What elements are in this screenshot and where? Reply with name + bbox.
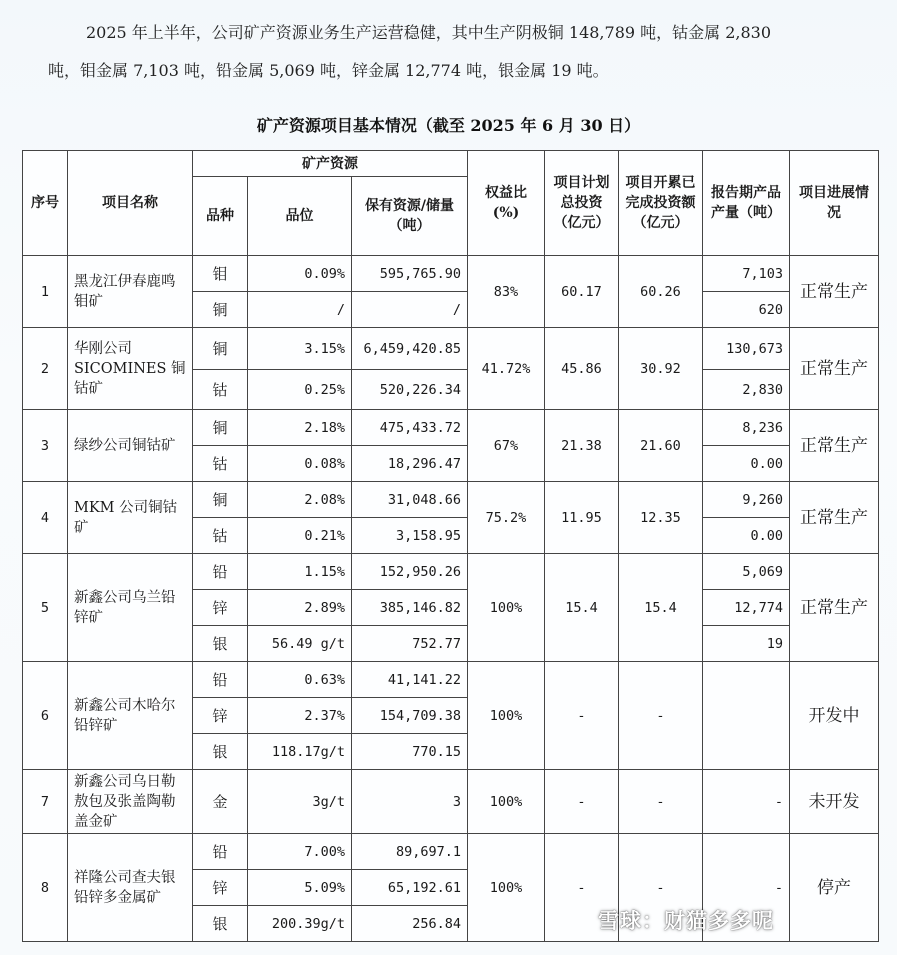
mineral-type: 铅 <box>193 834 248 870</box>
watermark: 雪球：财猫多多呢 <box>598 909 774 933</box>
reserves-value: 385,146.82 <box>352 590 468 626</box>
table-caption: 矿产资源项目基本情况（截至 2025 年 6 月 30 日） <box>256 116 641 135</box>
planned-investment: - <box>545 834 619 942</box>
planned-investment: 15.4 <box>545 554 619 662</box>
mineral-type: 钴 <box>193 518 248 554</box>
equity-ratio: 100% <box>468 662 545 770</box>
output-value: 9,260 <box>703 482 790 518</box>
mineral-type: 铜 <box>193 328 248 370</box>
equity-ratio: 67% <box>468 410 545 482</box>
reserves-value: 41,141.22 <box>352 662 468 698</box>
project-name: 新鑫公司乌日勒敖包及张盖陶勒盖金矿 <box>68 770 193 834</box>
table-row <box>23 554 879 590</box>
header-resources: 矿产资源 <box>193 151 468 177</box>
reserves-value: 6,459,420.85 <box>352 328 468 370</box>
grade-value: 118.17g/t <box>248 734 352 770</box>
mineral-type: 铜 <box>193 482 248 518</box>
grade-value: 3.15% <box>248 328 352 370</box>
project-name: 华刚公司 SICOMINES 铜钴矿 <box>68 328 193 410</box>
grade-value: 1.15% <box>248 554 352 590</box>
output-value: 620 <box>703 292 790 328</box>
planned-investment: - <box>545 770 619 834</box>
invested-amount: - <box>619 662 703 770</box>
equity-ratio: 83% <box>468 256 545 328</box>
mineral-type: 金 <box>193 770 248 834</box>
planned-investment: 11.95 <box>545 482 619 554</box>
grade-value: 2.18% <box>248 410 352 446</box>
project-seq: 4 <box>23 482 68 554</box>
equity-ratio: 75.2% <box>468 482 545 554</box>
project-status: 正常生产 <box>790 554 879 662</box>
project-status: 正常生产 <box>790 410 879 482</box>
output-value: 7,103 <box>703 256 790 292</box>
table-row <box>23 834 879 870</box>
invested-amount: 21.60 <box>619 410 703 482</box>
grade-value: / <box>248 292 352 328</box>
header-planned: 项目计划总投资（亿元） <box>545 151 619 256</box>
mineral-type: 钼 <box>193 256 248 292</box>
reserves-value: 770.15 <box>352 734 468 770</box>
reserves-value: / <box>352 292 468 328</box>
grade-value: 0.08% <box>248 446 352 482</box>
header-reserves: 保有资源/储量（吨） <box>352 177 468 256</box>
output-value: 5,069 <box>703 554 790 590</box>
header-invested: 项目开累已完成投资额（亿元） <box>619 151 703 256</box>
mineral-type: 铅 <box>193 554 248 590</box>
project-name: 新鑫公司乌兰铅锌矿 <box>68 554 193 662</box>
output-value: 8,236 <box>703 410 790 446</box>
mineral-type: 锌 <box>193 590 248 626</box>
project-seq: 5 <box>23 554 68 662</box>
project-status: 开发中 <box>790 662 879 770</box>
header-equity: 权益比(%) <box>468 151 545 256</box>
mineral-type: 铜 <box>193 292 248 328</box>
grade-value: 0.09% <box>248 256 352 292</box>
project-seq: 8 <box>23 834 68 942</box>
output-value <box>703 662 790 770</box>
equity-ratio: 100% <box>468 834 545 942</box>
grade-value: 0.21% <box>248 518 352 554</box>
intro-paragraph <box>48 14 858 90</box>
mineral-type: 铅 <box>193 662 248 698</box>
grade-value: 2.89% <box>248 590 352 626</box>
reserves-value: 31,048.66 <box>352 482 468 518</box>
mineral-type: 银 <box>193 626 248 662</box>
header-seq: 序号 <box>23 151 68 256</box>
reserves-value: 65,192.61 <box>352 870 468 906</box>
reserves-value: 475,433.72 <box>352 410 468 446</box>
grade-value: 3g/t <box>248 770 352 834</box>
project-name: 新鑫公司木哈尔铅锌矿 <box>68 662 193 770</box>
grade-value: 200.39g/t <box>248 906 352 942</box>
output-value: 19 <box>703 626 790 662</box>
grade-value: 7.00% <box>248 834 352 870</box>
planned-investment: 60.17 <box>545 256 619 328</box>
mineral-type: 锌 <box>193 870 248 906</box>
reserves-value: 595,765.90 <box>352 256 468 292</box>
invested-amount: 12.35 <box>619 482 703 554</box>
output-value: - <box>703 770 790 834</box>
project-status: 正常生产 <box>790 256 879 328</box>
reserves-value: 752.77 <box>352 626 468 662</box>
header-status: 项目进展情况 <box>790 151 879 256</box>
reserves-value: 18,296.47 <box>352 446 468 482</box>
project-status: 未开发 <box>790 770 879 834</box>
project-name: 绿纱公司铜钴矿 <box>68 410 193 482</box>
grade-value: 2.37% <box>248 698 352 734</box>
mineral-projects-table <box>22 150 879 942</box>
project-name: 黑龙江伊春鹿鸣钼矿 <box>68 256 193 328</box>
reserves-value: 3 <box>352 770 468 834</box>
output-value: 12,774 <box>703 590 790 626</box>
output-value: 2,830 <box>703 370 790 410</box>
grade-value: 5.09% <box>248 870 352 906</box>
header-output: 报告期产品产量（吨） <box>703 151 790 256</box>
reserves-value: 520,226.34 <box>352 370 468 410</box>
project-status: 停产 <box>790 834 879 942</box>
intro-line-1: 2025 年上半年，公司矿产资源业务生产运营稳健，其中生产阴极铜 148,789 吨，钴金属 2,830 <box>86 23 772 42</box>
reserves-value: 3,158.95 <box>352 518 468 554</box>
project-name: 祥隆公司查夫银铅锌多金属矿 <box>68 834 193 942</box>
table-row <box>23 662 879 698</box>
table-row <box>23 256 879 292</box>
project-status: 正常生产 <box>790 482 879 554</box>
reserves-value: 89,697.1 <box>352 834 468 870</box>
grade-value: 56.49 g/t <box>248 626 352 662</box>
reserves-value: 256.84 <box>352 906 468 942</box>
header-name: 项目名称 <box>68 151 193 256</box>
table-row <box>23 328 879 370</box>
invested-amount: 60.26 <box>619 256 703 328</box>
mineral-type: 钴 <box>193 446 248 482</box>
project-seq: 3 <box>23 410 68 482</box>
table-row <box>23 410 879 446</box>
header-mineral: 品种 <box>193 177 248 256</box>
planned-investment: - <box>545 662 619 770</box>
table-row <box>23 770 879 834</box>
project-seq: 2 <box>23 328 68 410</box>
invested-amount: 15.4 <box>619 554 703 662</box>
project-seq: 7 <box>23 770 68 834</box>
grade-value: 0.25% <box>248 370 352 410</box>
equity-ratio: 100% <box>468 770 545 834</box>
mineral-type: 银 <box>193 734 248 770</box>
planned-investment: 21.38 <box>545 410 619 482</box>
grade-value: 2.08% <box>248 482 352 518</box>
intro-line-2: 吨，钼金属 7,103 吨，铅金属 5,069 吨，锌金属 12,774 吨，银金属 19 吨。 <box>48 61 609 80</box>
invested-amount: - <box>619 834 703 942</box>
invested-amount: - <box>619 770 703 834</box>
reserves-value: 152,950.26 <box>352 554 468 590</box>
mineral-type: 银 <box>193 906 248 942</box>
reserves-value: 154,709.38 <box>352 698 468 734</box>
equity-ratio: 100% <box>468 554 545 662</box>
project-seq: 6 <box>23 662 68 770</box>
output-value: - <box>703 834 790 942</box>
grade-value: 0.63% <box>248 662 352 698</box>
mineral-type: 锌 <box>193 698 248 734</box>
planned-investment: 45.86 <box>545 328 619 410</box>
mineral-type: 钴 <box>193 370 248 410</box>
project-seq: 1 <box>23 256 68 328</box>
output-value: 0.00 <box>703 518 790 554</box>
invested-amount: 30.92 <box>619 328 703 410</box>
project-name: MKM 公司铜钴矿 <box>68 482 193 554</box>
equity-ratio: 41.72% <box>468 328 545 410</box>
project-status: 正常生产 <box>790 328 879 410</box>
mineral-type: 铜 <box>193 410 248 446</box>
table-row <box>23 482 879 518</box>
header-grade: 品位 <box>248 177 352 256</box>
output-value: 130,673 <box>703 328 790 370</box>
output-value: 0.00 <box>703 446 790 482</box>
